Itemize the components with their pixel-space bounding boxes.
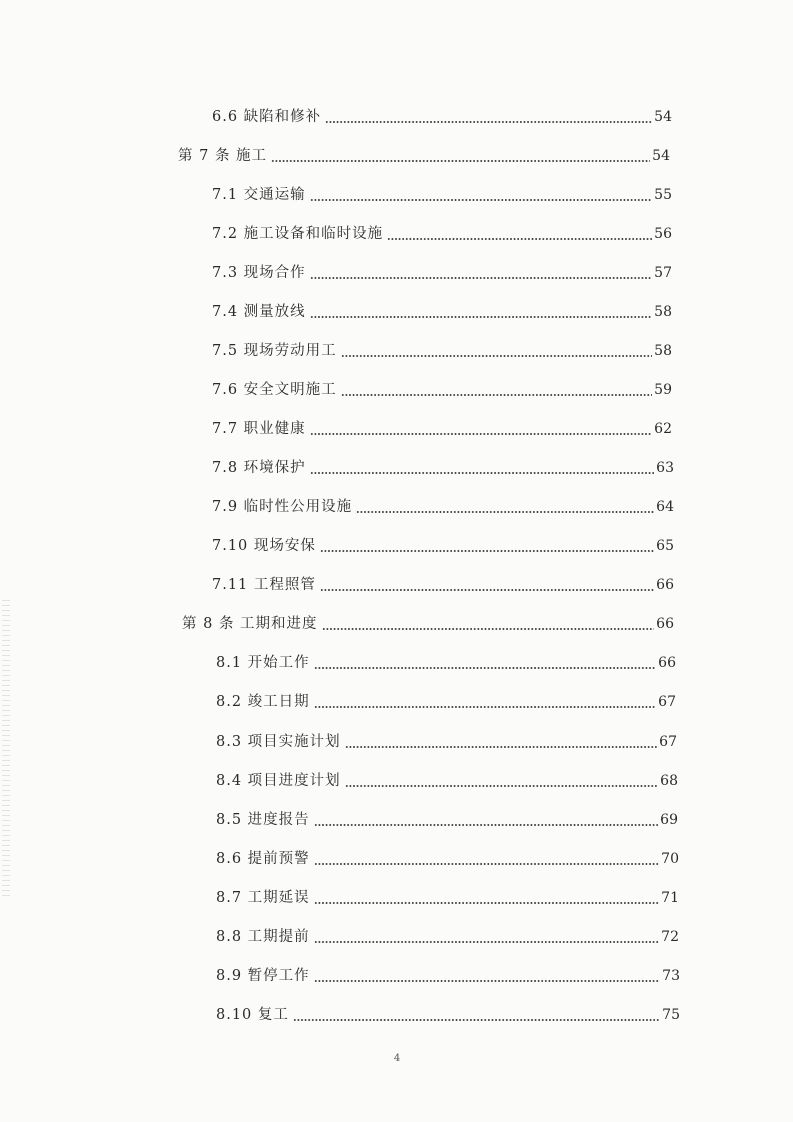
toc-entry bbox=[212, 338, 672, 360]
toc-entry bbox=[212, 416, 672, 438]
toc-entry-title: 8.8 工期提前 bbox=[216, 929, 310, 945]
toc-leader-dots bbox=[320, 589, 654, 591]
page-number: 4 bbox=[393, 1053, 401, 1064]
toc-leader-dots bbox=[341, 394, 653, 396]
toc-leader-dots bbox=[314, 941, 660, 943]
toc-entry bbox=[212, 221, 672, 243]
toc-entry-title: 7.6 安全文明施工 bbox=[212, 382, 337, 398]
toc-entry-title: 7.5 现场劳动用工 bbox=[212, 343, 337, 359]
toc-leader-dots bbox=[310, 472, 655, 474]
toc-entry-page: 70 bbox=[661, 851, 679, 867]
toc-entry bbox=[212, 377, 672, 399]
toc-entry bbox=[216, 963, 680, 985]
toc-entry-page: 69 bbox=[660, 812, 678, 828]
toc-leader-dots bbox=[314, 980, 661, 982]
toc-entry-page: 66 bbox=[658, 655, 676, 671]
toc-leader-dots bbox=[341, 355, 653, 357]
toc-leader-dots bbox=[387, 238, 652, 240]
toc-entry-title: 8.3 项目实施计划 bbox=[216, 734, 341, 750]
toc-leader-dots bbox=[322, 628, 655, 630]
toc-entry-title: 7.3 现场合作 bbox=[212, 265, 306, 281]
toc-entry-title: 第 7 条 施工 bbox=[178, 148, 268, 164]
toc-entry bbox=[216, 885, 679, 907]
toc-entry-page: 54 bbox=[652, 148, 670, 164]
toc-leader-dots bbox=[345, 785, 659, 787]
toc-entry-page: 68 bbox=[660, 773, 678, 789]
toc-leader-dots bbox=[310, 199, 653, 201]
toc-entry-title: 8.7 工期延误 bbox=[216, 890, 310, 906]
toc-entry-title: 8.5 进度报告 bbox=[216, 812, 310, 828]
toc-entry bbox=[216, 846, 679, 868]
toc-entry-title: 8.10 复工 bbox=[216, 1007, 289, 1023]
toc-entry-page: 54 bbox=[654, 109, 672, 125]
toc-entry bbox=[212, 455, 674, 477]
toc-entry-title: 8.6 提前预警 bbox=[216, 851, 310, 867]
toc-leader-dots bbox=[271, 160, 650, 162]
toc-leader-dots bbox=[310, 277, 653, 279]
toc-entry-title: 7.11 工程照管 bbox=[212, 577, 316, 593]
toc-entry bbox=[216, 1002, 680, 1024]
toc-entry bbox=[178, 143, 670, 165]
toc-entry-page: 73 bbox=[662, 968, 680, 984]
toc-entry bbox=[212, 533, 674, 555]
toc-entry-page: 58 bbox=[654, 304, 672, 320]
toc-entry bbox=[216, 768, 678, 790]
toc-entry bbox=[182, 611, 674, 633]
toc-entry-page: 66 bbox=[656, 577, 674, 593]
toc-leader-dots bbox=[314, 667, 657, 669]
toc-entry-page: 63 bbox=[656, 460, 674, 476]
toc-entry-page: 64 bbox=[656, 499, 674, 515]
toc-entry-title: 7.2 施工设备和临时设施 bbox=[212, 226, 384, 242]
toc-entry-title: 6.6 缺陷和修补 bbox=[212, 109, 322, 125]
scan-edge-artifact bbox=[2, 600, 10, 900]
toc-entry-page: 65 bbox=[656, 538, 674, 554]
toc-leader-dots bbox=[356, 511, 654, 513]
toc-entry bbox=[212, 572, 674, 594]
toc-entry-page: 56 bbox=[654, 226, 672, 242]
toc-entry bbox=[212, 260, 672, 282]
toc-entry-page: 71 bbox=[661, 890, 679, 906]
toc-entry bbox=[216, 807, 678, 829]
toc-entry-title: 7.4 测量放线 bbox=[212, 304, 306, 320]
toc-entry bbox=[212, 494, 674, 516]
toc-entry-page: 59 bbox=[654, 382, 672, 398]
toc-entry-title: 8.2 竣工日期 bbox=[216, 694, 310, 710]
toc-entry-page: 67 bbox=[659, 734, 677, 750]
toc-entry bbox=[212, 104, 672, 126]
toc-entry-title: 7.7 职业健康 bbox=[212, 421, 306, 437]
toc-entry bbox=[216, 729, 677, 751]
toc-entry-page: 72 bbox=[661, 929, 679, 945]
toc-leader-dots bbox=[314, 902, 660, 904]
toc-leader-dots bbox=[345, 746, 658, 748]
toc-entry bbox=[216, 924, 679, 946]
toc-entry-title: 第 8 条 工期和进度 bbox=[182, 616, 318, 632]
toc-entry-page: 75 bbox=[662, 1007, 680, 1023]
toc-entry-title: 7.10 现场安保 bbox=[212, 538, 316, 554]
toc-entry-page: 55 bbox=[654, 187, 672, 203]
toc-entry-page: 58 bbox=[654, 343, 672, 359]
toc-leader-dots bbox=[314, 824, 659, 826]
toc-entry bbox=[216, 689, 676, 711]
toc-entry-title: 8.9 暂停工作 bbox=[216, 968, 310, 984]
toc-entry-title: 8.4 项目进度计划 bbox=[216, 773, 341, 789]
toc-leader-dots bbox=[293, 1019, 660, 1021]
toc-entry-page: 67 bbox=[658, 694, 676, 710]
toc-entry-title: 7.1 交通运输 bbox=[212, 187, 306, 203]
toc-entry-page: 57 bbox=[654, 265, 672, 281]
toc-entry-page: 66 bbox=[656, 616, 674, 632]
toc-entry bbox=[212, 299, 672, 321]
toc-entry bbox=[216, 650, 676, 672]
toc-entry bbox=[212, 182, 672, 204]
toc-leader-dots bbox=[314, 706, 657, 708]
toc-leader-dots bbox=[310, 316, 653, 318]
toc-entry-page: 62 bbox=[654, 421, 672, 437]
toc-entry-title: 7.8 环境保护 bbox=[212, 460, 306, 476]
toc-leader-dots bbox=[310, 433, 653, 435]
toc-entry-title: 7.9 临时性公用设施 bbox=[212, 499, 353, 515]
toc-leader-dots bbox=[325, 121, 652, 123]
toc-entry-title: 8.1 开始工作 bbox=[216, 655, 310, 671]
toc-leader-dots bbox=[320, 550, 654, 552]
toc-leader-dots bbox=[314, 863, 660, 865]
